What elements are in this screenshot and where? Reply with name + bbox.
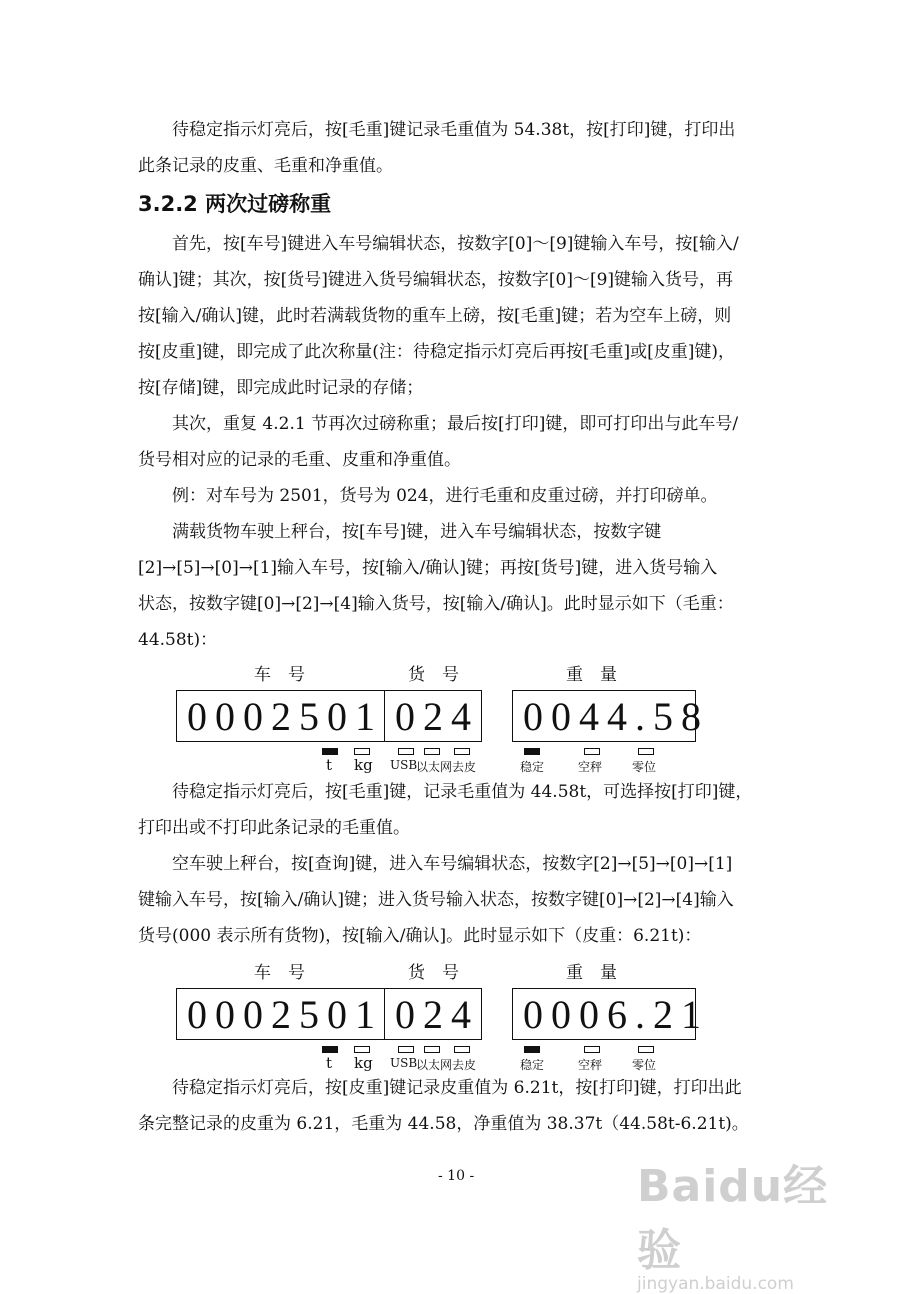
indicator-stable xyxy=(524,748,540,755)
indicator-label-zero: 零位 xyxy=(632,1058,657,1072)
watermark-logo: Baidu经验 xyxy=(637,1161,829,1276)
cargo-number-readout: 024 xyxy=(384,690,482,742)
indicator-kg xyxy=(354,1046,370,1053)
indicator-label-usb: USB xyxy=(390,1056,418,1070)
section-heading: 3.2.2 两次过磅称重 xyxy=(138,192,332,216)
paragraph-tare-record: 待稳定指示灯亮后，按[皮重]键记录皮重值为 6.21t，按[打印]键，打印出此 条完整记录的皮重为 6.21，毛重为 44.58，净重值为 38.37t（44.58t-6.21t)。 xyxy=(138,1078,749,1134)
indicator-label-kg: kg xyxy=(354,756,373,774)
paragraph-repeat: 其次，重复 4.2.1 节再次过磅称重；最后按[打印]键，即可打印出与此车号/ 货号相对应的记录的毛重、皮重和净重值。 xyxy=(138,414,739,470)
indicator-label-empty: 空秤 xyxy=(578,760,603,774)
paragraph-loaded-truck: 满载货物车驶上秤台，按[车号]键，进入车号编辑状态，按数字键 [2]→[5]→[0]→[1]输入车号，按[输入/确认]键；再按[货号]键，进入货号输入 状态，按数字键[0]→[2]→[4]输入货号，按[输入/确认]。此时显示如下（毛重： 44.58t)： xyxy=(138,522,734,650)
indicator-usb xyxy=(398,748,414,755)
indicator-zero xyxy=(638,748,654,755)
weight-readout: 0006.21 xyxy=(512,988,696,1040)
car-number-readout: 0002501 xyxy=(176,988,384,1040)
paragraph-empty-truck: 空车驶上秤台，按[查询]键，进入车号编辑状态，按数字[2]→[5]→[0]→[1] 键输入车号，按[输入/确认]键；进入货号输入状态，按数字键[0]→[2]→[4]输入 货号(000 表示所有货物)，按[输入/确认]。此时显示如下（皮重：6.21t)： xyxy=(138,854,734,946)
indicator-zero xyxy=(638,1046,654,1053)
label-cargo-number: 货 号 xyxy=(408,963,459,983)
indicator-label-t: t xyxy=(326,1054,333,1072)
label-weight: 重 量 xyxy=(566,665,617,685)
indicator-stable xyxy=(524,1046,540,1053)
watermark-url: jingyan.baidu.com xyxy=(637,1274,794,1294)
indicator-label-tare: 去皮 xyxy=(452,760,477,774)
baidu-watermark xyxy=(637,1150,857,1294)
indicator-ethernet xyxy=(424,748,440,755)
indicator-label-kg: kg xyxy=(354,1054,373,1072)
indicator-label-empty: 空秤 xyxy=(578,1058,603,1072)
indicator-empty xyxy=(584,748,600,755)
indicator-kg xyxy=(354,748,370,755)
indicator-label-ethernet: 以太网 xyxy=(416,1058,453,1072)
indicator-t xyxy=(322,748,338,755)
indicator-label-zero: 零位 xyxy=(632,760,657,774)
indicator-label-stable: 稳定 xyxy=(520,760,545,774)
label-car-number: 车 号 xyxy=(254,963,305,983)
indicator-label-usb: USB xyxy=(390,758,418,772)
paragraph-gross-record: 待稳定指示灯亮后，按[毛重]键，记录毛重值为 44.58t，可选择按[打印]键， 打印出或不打印此条记录的毛重值。 xyxy=(138,782,753,838)
display-panel-tare xyxy=(176,958,709,1088)
indicator-label-stable: 稳定 xyxy=(520,1058,545,1072)
indicator-label-tare: 去皮 xyxy=(452,1058,477,1072)
page-number: - 10 - xyxy=(438,1168,475,1184)
indicator-ethernet xyxy=(424,1046,440,1053)
car-number-readout: 0002501 xyxy=(176,690,384,742)
indicator-tare xyxy=(454,748,470,755)
paragraph-procedure: 首先，按[车号]键进入车号编辑状态，按数字[0]～[9]键输入车号，按[输入/ 确认]键；其次，按[货号]键进入货号编辑状态，按数字[0]～[9]键输入货号，再 按[输入/确认]键，此时若满载货物的重车上磅，按[毛重]键；若为空车上磅，则 按[皮重]键，即完成了此次称量(注：待稳定指示灯亮后再按[毛重]或[皮重]键)， 按[存储]键，即完成此时记录的存储； xyxy=(138,234,739,398)
cargo-number-readout: 024 xyxy=(384,988,482,1040)
label-car-number: 车 号 xyxy=(254,665,305,685)
label-weight: 重 量 xyxy=(566,963,617,983)
indicator-usb xyxy=(398,1046,414,1053)
weight-readout: 0044.58 xyxy=(512,690,696,742)
indicator-label-ethernet: 以太网 xyxy=(416,760,453,774)
indicator-label-t: t xyxy=(326,756,333,774)
display-panel-gross xyxy=(176,660,709,790)
label-cargo-number: 货 号 xyxy=(408,665,459,685)
indicator-tare xyxy=(454,1046,470,1053)
indicator-t xyxy=(322,1046,338,1053)
paragraph-gross-weight-print: 待稳定指示灯亮后，按[毛重]键记录毛重值为 54.38t，按[打印]键，打印出 此条记录的皮重、毛重和净重值。 xyxy=(138,120,736,176)
indicator-empty xyxy=(584,1046,600,1053)
paragraph-example: 例：对车号为 2501，货号为 024，进行毛重和皮重过磅，并打印磅单。 xyxy=(172,486,718,506)
